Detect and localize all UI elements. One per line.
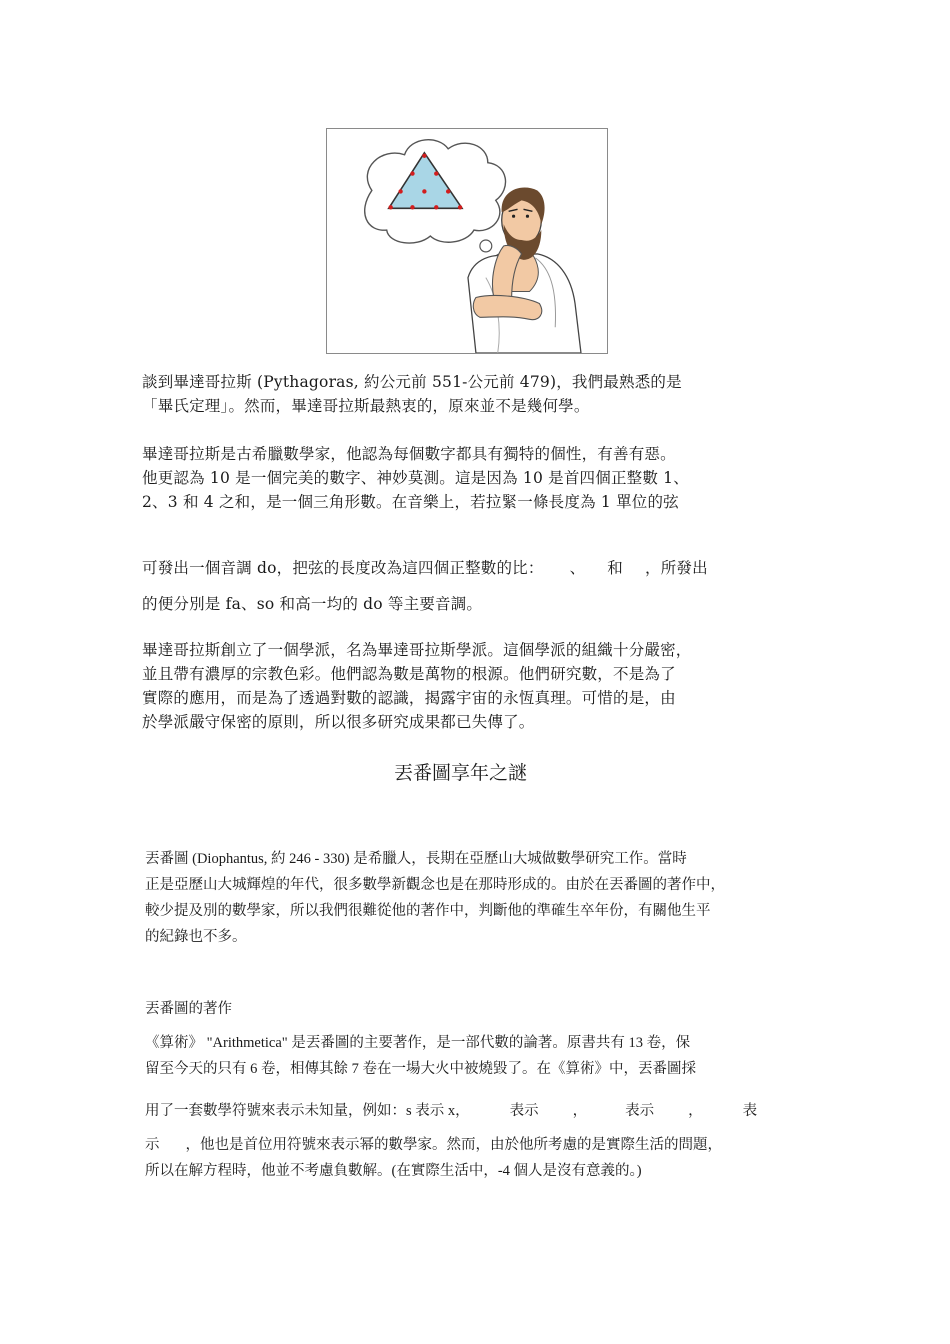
- pythagorean-school-paragraph: [142, 638, 692, 734]
- music-ratio-line: [142, 556, 708, 580]
- pythagoras-illustration: [326, 128, 608, 354]
- section-title: 丟番圖享年之謎: [394, 762, 528, 784]
- text-line: 畢達哥拉斯是古希臘數學家，他認為每個數字都具有獨特的個性，有善有惡。: [142, 445, 676, 463]
- text-segment: 示: [145, 1137, 160, 1153]
- text-segment: ，他也是首位用符號來表示幂的數學家。然而，由於他所考慮的是實際生活的問題，: [185, 1137, 722, 1153]
- text-line: 並且帶有濃厚的宗教色彩。他們認為數是萬物的根源。他們研究數，不是為了: [142, 665, 676, 683]
- music-notes-line: [142, 592, 482, 616]
- intro-paragraph: [142, 370, 682, 418]
- text-segment: 表示: [625, 1103, 655, 1119]
- text-line: 較少提及別的數學家，所以我們很難從他的著作中，判斷他的準確生卒年份，有關他生平: [145, 903, 711, 919]
- text-line: 2、3 和 4 之和，是一個三角形數。在音樂上，若拉緊一條長度為 1 單位的弦: [142, 493, 679, 511]
- text-line: 《算術》 "Arithmetica" 是丟番圖的主要著作，是一部代數的論著。原書共有 13 卷，保: [145, 1035, 691, 1051]
- text-line: 「畢氏定理」。然而，畢達哥拉斯最熱衷的，原來並不是幾何學。: [142, 397, 590, 415]
- text-segment: 可發出一個音調 do，把弦的長度改為這四個正整數的比：: [142, 559, 544, 577]
- arithmetica-paragraph: [145, 1030, 696, 1082]
- text-line: 的紀錄也不多。: [145, 929, 247, 945]
- text-line: 丟番圖 (Diophantus, 約 246 - 330) 是希臘人，長期在亞歷山大城做數學研究工作。當時: [145, 851, 687, 867]
- text-line: 正是亞歷山大城輝煌的年代，很多數學新觀念也是在那時形成的。由於在丟番圖的著作中，: [145, 877, 725, 893]
- text-segment: ，: [688, 1103, 703, 1119]
- text-line: [145, 1132, 722, 1158]
- text-segment: 和: [607, 559, 623, 577]
- text-line: 談到畢達哥拉斯 (Pythagoras, 約公元前 551-公元前 479)，我們最熟悉的是: [142, 373, 682, 391]
- subheading: 丟番圖的著作: [145, 1001, 232, 1017]
- text-line: 的便分別是 fa、so 和高一均的 do 等主要音調。: [142, 595, 483, 613]
- pythagoras-numbers-paragraph: [142, 442, 689, 514]
- notation-line: [145, 1098, 757, 1124]
- text-segment: 表示: [509, 1103, 539, 1119]
- text-segment: 用了一套數學符號來表示未知量，例如：s 表示 x，: [145, 1103, 470, 1119]
- text-segment: ，: [572, 1103, 588, 1119]
- text-segment: ，所發出: [645, 559, 708, 577]
- thinking-man-icon: [327, 129, 607, 353]
- text-line: 於學派嚴守保密的原則，所以很多研究成果都已失傳了。: [142, 713, 535, 731]
- text-line: 留至今天的只有 6 卷，相傳其餘 7 卷在一場大火中被燒毀了。在《算術》中，丟番圖採: [145, 1061, 696, 1077]
- text-line: 他更認為 10 是一個完美的數字、神妙莫測。這是因為 10 是首四個正整數 1、: [142, 469, 689, 487]
- power-notation-paragraph: [145, 1132, 722, 1184]
- text-line: 畢達哥拉斯創立了一個學派，名為畢達哥拉斯學派。這個學派的組織十分嚴密，: [142, 641, 692, 659]
- text-segment: 、: [569, 559, 586, 577]
- text-line: 所以在解方程時，他並不考慮負數解。(在實際生活中，-4 個人是沒有意義的。): [145, 1163, 642, 1179]
- text-line: 實際的應用，而是為了透過對數的認識，揭露宇宙的永恆真理。可惜的是，由: [142, 689, 676, 707]
- diophantus-paragraph: [145, 846, 725, 950]
- text-segment: 表: [742, 1103, 758, 1119]
